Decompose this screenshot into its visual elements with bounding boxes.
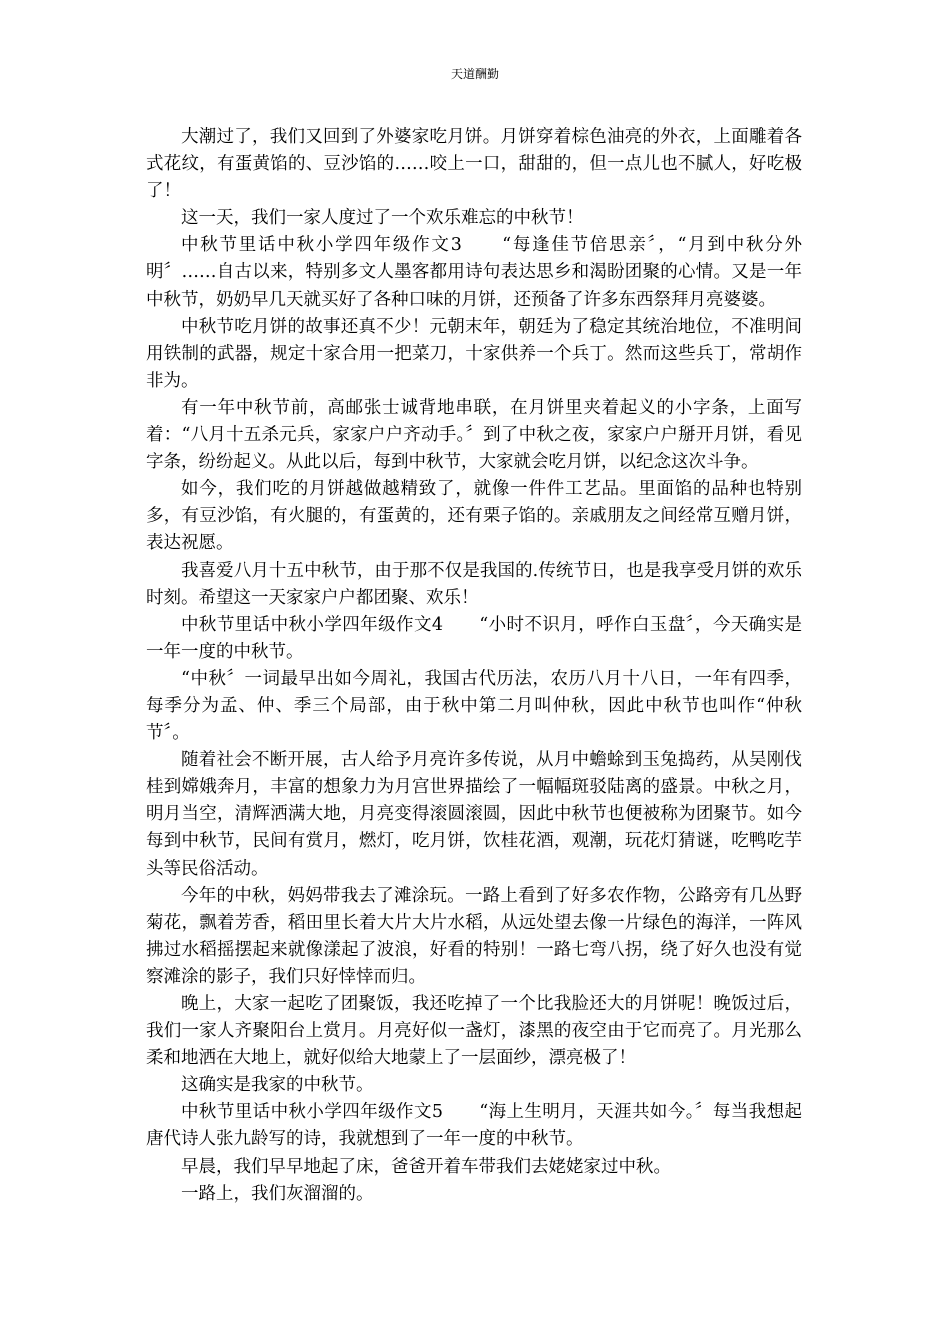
paragraph: 中秋节里话中秋小学四年级作文5 “海上生明月，天涯共如今。〞每当我想起唐代诗人张九龄写的诗，我就想到了一年一度的中秋节。 [146, 1102, 802, 1150]
page-header: 天道酬勤 [450, 67, 499, 81]
paragraph: 中秋节里话中秋小学四年级作文3 “每逢佳节倍思亲〞，“月到中秋分外明〞……自古以来，特别多文人墨客都用诗句表达思乡和渴盼团聚的心情。又是一年中秋节，奶奶早几天就买好了各种口味的月饼，还预备了许多东西祭拜月亮婆婆。 [146, 235, 802, 310]
document-body [146, 124, 802, 1208]
paragraph: 一路上，我们灰溜溜的。 [181, 1183, 374, 1204]
paragraph: 我喜爱八月十五中秋节，由于那不仅是我国的.传统节日，也是我享受月饼的欢乐时刻。希望这一天家家户户都团聚、欢乐！ [146, 560, 802, 608]
paragraph: 中秋节吃月饼的故事还真不少！元朝末年，朝廷为了稳定其统治地位，不准明间用铁制的武器，规定十家合用一把菜刀，十家供养一个兵丁。然而这些兵丁，常胡作非为。 [146, 316, 802, 391]
paragraph: 随着社会不断开展，古人给予月亮许多传说，从月中蟾蜍到玉兔捣药，从吴刚伐桂到嫦娥奔月，丰富的想象力为月宫世界描绘了一幅幅斑驳陆离的盛景。中秋之月，明月当空，清辉洒满大地，月亮变得滚圆滚圆，因此中秋节也便被称为团聚节。如今每到中秋节，民间有赏月，燃灯，吃月饼，饮桂花酒，观潮，玩花灯猜谜，吃鸭吃芋头等民俗活动。 [146, 750, 802, 879]
paragraph: 大潮过了，我们又回到了外婆家吃月饼。月饼穿着棕色油亮的外衣，上面雕着各式花纹，有蛋黄馅的、豆沙馅的……咬上一口，甜甜的，但一点儿也不腻人，好吃极了！ [146, 127, 802, 202]
paragraph: 这一天，我们一家人度过了一个欢乐难忘的中秋节！ [181, 208, 584, 229]
paragraph: 晚上，大家一起吃了团聚饭，我还吃掉了一个比我脸还大的月饼呢！晚饭过后，我们一家人齐聚阳台上赏月。月亮好似一盏灯，漆黑的夜空由于它而亮了。月光那么柔和地洒在大地上，就好似给大地蒙上了一层面纱，漂亮极了！ [146, 994, 802, 1069]
paragraph: 早晨，我们早早地起了床，爸爸开着车带我们去姥姥家过中秋。 [181, 1156, 671, 1177]
paragraph: “中秋〞一词最早出如今周礼，我国古代历法，农历八月十八日，一年有四季，每季分为孟、仲、季三个局部，由于秋中第二月叫仲秋，因此中秋节也叫作“仲秋节〞。 [146, 668, 802, 744]
paragraph: 中秋节里话中秋小学四年级作文4 “小时不识月，呼作白玉盘〞，今天确实是一年一度的中秋节。 [146, 614, 802, 662]
paragraph: 今年的中秋，妈妈带我去了滩涂玩。一路上看到了好多农作物，公路旁有几丛野菊花，飘着芳香，稻田里长着大片大片水稻，从远处望去像一片绿色的海洋，一阵风拂过水稻摇摆起来就像漾起了波浪，好看的特别！一路七弯八拐，绕了好久也没有觉察滩涂的影子，我们只好悻悻而归。 [146, 885, 802, 987]
paragraph: 有一年中秋节前，高邮张士诚背地串联，在月饼里夹着起义的小字条，上面写着：“八月十五杀元兵，家家户户齐动手。〞到了中秋之夜，家家户户掰开月饼，看见字条，纷纷起义。从此以后，每到中秋节，大家就会吃月饼，以纪念这次斗争。 [146, 397, 802, 473]
paragraph: 这确实是我家的中秋节。 [181, 1075, 374, 1096]
paragraph: 如今，我们吃的月饼越做越精致了，就像一件件工艺品。里面馅的品种也特别多，有豆沙馅，有火腿的，有蛋黄的，还有栗子馅的。亲戚朋友之间经常互赠月饼，表达祝愿。 [146, 479, 802, 554]
